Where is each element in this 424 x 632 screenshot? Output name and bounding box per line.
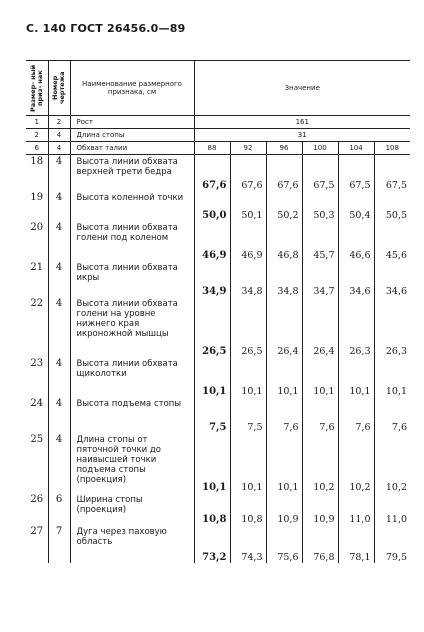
table-row bbox=[26, 155, 410, 192]
value-cell: 67,5 bbox=[302, 155, 338, 192]
value-cell: 50,0 bbox=[194, 191, 230, 221]
value-cell: 46,6 bbox=[338, 221, 374, 261]
value-cell: 10,1 bbox=[266, 357, 302, 397]
value-cell: 74,3 bbox=[230, 525, 266, 563]
cell: 31 bbox=[194, 129, 410, 142]
column-header-name: Наименование размерного признака, см bbox=[70, 61, 194, 116]
cell: 1 bbox=[26, 116, 48, 129]
value-cell: 34,8 bbox=[230, 261, 266, 297]
value-cell: 11,0 bbox=[374, 493, 410, 525]
row-number: 21 bbox=[30, 262, 44, 273]
feature-name: Длина стопы от пяточной точки до наивысшей точки подъема стопы (проекция) bbox=[70, 433, 194, 493]
column-header-value: Значение bbox=[194, 61, 410, 116]
drawing-number: 6 bbox=[48, 493, 70, 525]
value-cell: 10,1 bbox=[266, 433, 302, 493]
table-row bbox=[26, 493, 410, 525]
value-cell: 73,2 bbox=[194, 525, 230, 563]
table-row bbox=[26, 357, 410, 397]
value-cell: 10,1 bbox=[230, 433, 266, 493]
drawing-number: 4 bbox=[48, 397, 70, 433]
row-number: 18 bbox=[30, 156, 44, 167]
value-cell: 79,5 bbox=[374, 525, 410, 563]
row-number: 23 bbox=[30, 358, 44, 369]
table-row bbox=[26, 221, 410, 261]
value-cell: 50,2 bbox=[266, 191, 302, 221]
value-cell: 26,4 bbox=[266, 297, 302, 357]
cell: 88 bbox=[194, 142, 230, 155]
waist-row bbox=[26, 142, 410, 155]
value-cell: 34,8 bbox=[266, 261, 302, 297]
value-cell: 10,2 bbox=[302, 433, 338, 493]
row-number: 22 bbox=[30, 298, 44, 309]
value-cell: 7,6 bbox=[338, 397, 374, 433]
value-cell: 7,6 bbox=[266, 397, 302, 433]
value-cell: 7,5 bbox=[230, 397, 266, 433]
row-number: 19 bbox=[30, 192, 44, 203]
drawing-number: 4 bbox=[48, 191, 70, 221]
value-cell: 10,1 bbox=[338, 357, 374, 397]
drawing-number: 4 bbox=[48, 221, 70, 261]
row-number: 20 bbox=[30, 222, 44, 233]
value-cell: 10,9 bbox=[302, 493, 338, 525]
table-row bbox=[26, 433, 410, 493]
value-cell: 50,5 bbox=[374, 191, 410, 221]
drawing-number: 4 bbox=[48, 155, 70, 192]
value-cell: 34,6 bbox=[374, 261, 410, 297]
value-cell: 10,2 bbox=[374, 433, 410, 493]
feature-name: Высота подъема стопы bbox=[70, 397, 194, 433]
table-header-row bbox=[26, 61, 410, 116]
cell: 96 bbox=[266, 142, 302, 155]
cell: Длина стопы bbox=[70, 129, 194, 142]
value-cell: 34,7 bbox=[302, 261, 338, 297]
table-row bbox=[26, 397, 410, 433]
measurements-table bbox=[26, 60, 410, 563]
value-cell: 10,1 bbox=[230, 357, 266, 397]
value-cell: 67,6 bbox=[194, 155, 230, 192]
page-header: С. 140 ГОСТ 26456.0—89 bbox=[26, 22, 186, 35]
value-cell: 67,5 bbox=[338, 155, 374, 192]
value-cell: 10,2 bbox=[338, 433, 374, 493]
cell: 6 bbox=[26, 142, 48, 155]
value-cell: 11,0 bbox=[338, 493, 374, 525]
cell: Рост bbox=[70, 116, 194, 129]
drawing-number: 7 bbox=[48, 525, 70, 563]
table-row bbox=[26, 261, 410, 297]
table-row bbox=[26, 525, 410, 563]
row-number: 27 bbox=[30, 526, 44, 537]
value-cell: 34,9 bbox=[194, 261, 230, 297]
value-cell: 45,7 bbox=[302, 221, 338, 261]
value-cell: 10,1 bbox=[302, 357, 338, 397]
feature-name: Высота линии обхвата икры bbox=[70, 261, 194, 297]
table-row bbox=[26, 297, 410, 357]
table-row bbox=[26, 191, 410, 221]
value-cell: 75,6 bbox=[266, 525, 302, 563]
value-cell: 67,5 bbox=[374, 155, 410, 192]
index-row bbox=[26, 116, 410, 129]
value-cell: 67,6 bbox=[266, 155, 302, 192]
feature-name: Высота линии обхвата голени под коленом bbox=[70, 221, 194, 261]
value-cell: 34,6 bbox=[338, 261, 374, 297]
drawing-number: 4 bbox=[48, 297, 70, 357]
feature-name: Ширина стопы (проекция) bbox=[70, 493, 194, 525]
value-cell: 10,8 bbox=[230, 493, 266, 525]
value-cell: 10,8 bbox=[194, 493, 230, 525]
drawing-number: 4 bbox=[48, 261, 70, 297]
cell: 100 bbox=[302, 142, 338, 155]
value-cell: 26,5 bbox=[230, 297, 266, 357]
feature-name: Высота линии обхвата щиколотки bbox=[70, 357, 194, 397]
value-cell: 50,4 bbox=[338, 191, 374, 221]
cell: 2 bbox=[48, 116, 70, 129]
value-cell: 7,5 bbox=[194, 397, 230, 433]
value-cell: 45,6 bbox=[374, 221, 410, 261]
value-cell: 76,8 bbox=[302, 525, 338, 563]
cell: 2 bbox=[26, 129, 48, 142]
column-header-feature-no: Размер- ный приз- нак bbox=[26, 61, 48, 116]
value-cell: 46,9 bbox=[194, 221, 230, 261]
value-cell: 10,1 bbox=[194, 433, 230, 493]
value-cell: 50,3 bbox=[302, 191, 338, 221]
value-cell: 26,4 bbox=[302, 297, 338, 357]
feature-name: Высота коленной точки bbox=[70, 191, 194, 221]
cell: Обхват талии bbox=[70, 142, 194, 155]
row-number: 24 bbox=[30, 398, 44, 409]
row-number: 25 bbox=[30, 434, 44, 445]
value-cell: 78,1 bbox=[338, 525, 374, 563]
drawing-number: 4 bbox=[48, 357, 70, 397]
foot-length-row bbox=[26, 129, 410, 142]
cell: 108 bbox=[374, 142, 410, 155]
value-cell: 10,1 bbox=[194, 357, 230, 397]
cell: 4 bbox=[48, 142, 70, 155]
value-cell: 46,8 bbox=[266, 221, 302, 261]
value-cell: 26,5 bbox=[194, 297, 230, 357]
feature-name: Высота линии обхвата голени на уровне нижнего края икроножной мышцы bbox=[70, 297, 194, 357]
value-cell: 7,6 bbox=[374, 397, 410, 433]
feature-name: Дуга через паховую область bbox=[70, 525, 194, 563]
value-cell: 50,1 bbox=[230, 191, 266, 221]
value-cell: 7,6 bbox=[302, 397, 338, 433]
drawing-number: 4 bbox=[48, 433, 70, 493]
column-header-drawing-no: Номер чертежа bbox=[48, 61, 70, 116]
value-cell: 26,3 bbox=[374, 297, 410, 357]
value-cell: 67,6 bbox=[230, 155, 266, 192]
value-cell: 10,9 bbox=[266, 493, 302, 525]
cell: 92 bbox=[230, 142, 266, 155]
feature-name: Высота линии обхвата верхней трети бедра bbox=[70, 155, 194, 192]
cell: 104 bbox=[338, 142, 374, 155]
value-cell: 10,1 bbox=[374, 357, 410, 397]
cell: 161 bbox=[194, 116, 410, 129]
row-number: 26 bbox=[30, 494, 44, 505]
value-cell: 26,3 bbox=[338, 297, 374, 357]
cell: 4 bbox=[48, 129, 70, 142]
value-cell: 46,9 bbox=[230, 221, 266, 261]
